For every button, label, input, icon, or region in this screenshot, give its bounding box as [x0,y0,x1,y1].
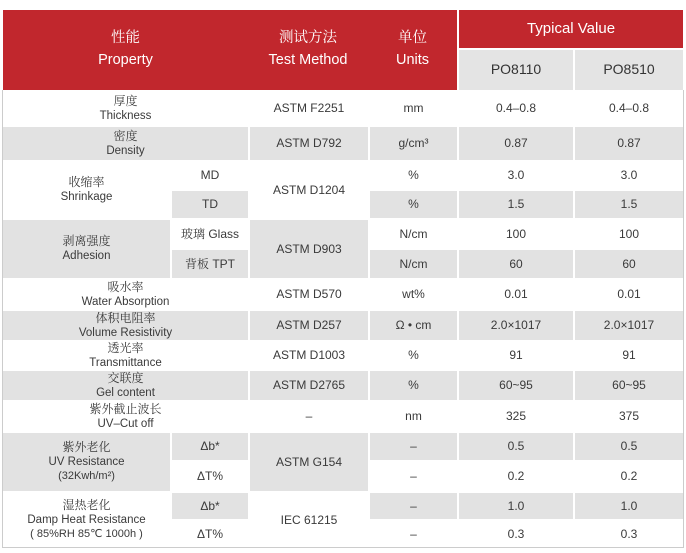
damp-db-po8510: 1.0 [575,493,683,519]
transmittance-zh: 透光率 [107,340,144,355]
thickness-zh: 厚度 [113,93,138,108]
uvres-dt-units: – [370,462,457,491]
shrinkage-sub-md: MD [172,162,248,189]
row-thickness-method: ASTM F2251 [250,92,368,125]
row-thickness-property [3,92,248,125]
uvres-en: UV Resistance [48,456,125,469]
header-method-zh: 测试方法 [279,30,337,47]
row-uvcutoff-property [3,402,248,431]
adhesion-tpt-po8510: 60 [575,250,683,278]
row-water-po8510: 0.01 [575,280,683,309]
header-test-method [248,10,368,90]
row-water-method: ASTM D570 [250,280,368,309]
uvres-dt-po8110: 0.2 [459,462,573,491]
row-volume-po8110: 2.0×1017 [459,311,573,340]
row-density-po8510: 0.87 [575,127,683,160]
damp-db-units: – [370,493,457,519]
uvres-db-po8110: 0.5 [459,433,573,460]
uvres-zh: 紫外老化 [62,440,111,455]
shrinkage-td-units: % [370,191,457,218]
damp-sub-db: Δb* [172,493,248,519]
shrinkage-td-po8510: 1.5 [575,191,683,218]
damp-zh: 湿热老化 [62,498,111,513]
header-property-en: Property [98,52,153,68]
row-thickness-po8110: 0.4–0.8 [459,92,573,125]
uvres-sub-dt: ΔT% [172,462,248,491]
adhesion-en: Adhesion [62,250,111,263]
spec-table [3,10,683,547]
volume-zh: 体积电阻率 [95,310,156,325]
row-gel-po8110: 60~95 [459,371,573,400]
header-property-zh: 性能 [111,30,140,47]
gel-en: Gel content [96,386,155,399]
row-volume-units: Ω • cm [370,311,457,340]
uvres-dt-po8510: 0.2 [575,462,683,491]
row-transmittance-property [3,342,248,369]
row-adhesion-method: ASTM D903 [250,220,368,278]
row-shrinkage-property [3,162,170,218]
row-density-units: g/cm³ [370,127,457,160]
row-water-property [3,280,248,309]
header-units-en: Units [395,52,430,68]
adhesion-glass-units: N/cm [370,220,457,248]
shrinkage-zh: 收缩率 [68,175,105,190]
row-water-units: wt% [370,280,457,309]
uvcutoff-zh: 紫外截止波长 [89,401,162,416]
damp-dt-po8510: 0.3 [575,521,683,547]
adhesion-tpt-units: N/cm [370,250,457,278]
row-thickness-po8510: 0.4–0.8 [575,92,683,125]
damp-note: ( 85%RH 85℃ 1000h ) [30,527,143,540]
row-volume-property [3,311,248,340]
header-left-block [3,10,457,90]
water-zh: 吸水率 [107,279,144,294]
header-typical-value: Typical Value [459,10,683,48]
row-uvres-property [3,433,170,491]
header-property [3,10,248,90]
adhesion-sub-tpt: 背板 TPT [172,250,248,278]
shrinkage-md-po8110: 3.0 [459,162,573,189]
damp-sub-dt: ΔT% [172,521,248,547]
uvres-note: (32Kwh/m²) [58,469,115,482]
header-units-zh: 单位 [398,30,427,47]
row-uvcutoff-po8510: 375 [575,402,683,431]
damp-dt-po8110: 0.3 [459,521,573,547]
row-gel-method: ASTM D2765 [250,371,368,400]
uvres-sub-db: Δb* [172,433,248,460]
row-transmittance-units: % [370,342,457,369]
header-product-po8110: PO8110 [459,50,573,90]
water-en: Water Absorption [81,295,170,308]
transmittance-en: Transmittance [89,356,162,369]
row-gel-units: % [370,371,457,400]
header-units [368,10,457,90]
row-shrinkage-method: ASTM D1204 [250,162,368,218]
row-gel-property [3,371,248,400]
row-transmittance-method: ASTM D1003 [250,342,368,369]
gel-zh: 交联度 [107,370,144,385]
damp-db-po8110: 1.0 [459,493,573,519]
uvres-db-po8510: 0.5 [575,433,683,460]
row-uvcutoff-method: – [250,402,368,431]
shrinkage-md-po8510: 3.0 [575,162,683,189]
adhesion-zh: 剥离强度 [62,234,111,249]
thickness-en: Thickness [99,109,152,122]
uvcutoff-en: UV–Cut off [97,417,154,430]
row-density-method: ASTM D792 [250,127,368,160]
row-transmittance-po8510: 91 [575,342,683,369]
uvres-db-units: – [370,433,457,460]
damp-en: Damp Heat Resistance [27,514,146,527]
row-uvcutoff-po8110: 325 [459,402,573,431]
volume-en: Volume Resistivity [78,326,173,339]
header-method-en: Test Method [268,52,348,68]
damp-dt-units: – [370,521,457,547]
row-transmittance-po8110: 91 [459,342,573,369]
shrinkage-md-units: % [370,162,457,189]
row-thickness-units: mm [370,92,457,125]
density-en: Density [106,144,145,157]
shrinkage-sub-td: TD [172,191,248,218]
shrinkage-td-po8110: 1.5 [459,191,573,218]
row-volume-method: ASTM D257 [250,311,368,340]
adhesion-sub-glass: 玻璃 Glass [172,220,248,248]
row-damp-property [3,493,170,547]
row-gel-po8510: 60~95 [575,371,683,400]
row-density-property [3,127,248,160]
row-volume-po8510: 2.0×1017 [575,311,683,340]
row-water-po8110: 0.01 [459,280,573,309]
row-uvres-method: ASTM G154 [250,433,368,491]
shrinkage-en: Shrinkage [60,191,113,204]
row-uvcutoff-units: nm [370,402,457,431]
adhesion-tpt-po8110: 60 [459,250,573,278]
adhesion-glass-po8510: 100 [575,220,683,248]
row-density-po8110: 0.87 [459,127,573,160]
density-zh: 密度 [113,128,138,143]
row-damp-method: IEC 61215 [250,493,368,547]
header-product-po8510: PO8510 [575,50,683,90]
row-adhesion-property [3,220,170,278]
adhesion-glass-po8110: 100 [459,220,573,248]
